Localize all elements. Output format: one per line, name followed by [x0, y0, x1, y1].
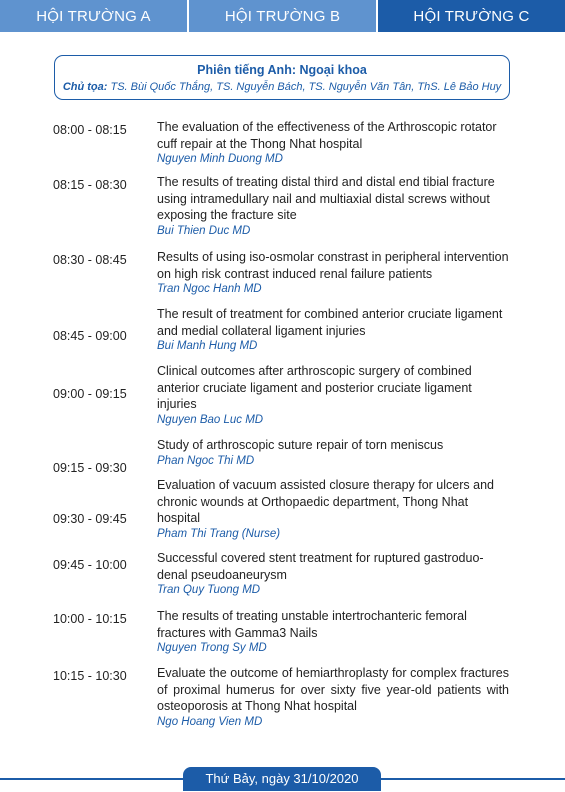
tab-hall-c[interactable]: HỘI TRƯỜNG C [376, 0, 565, 32]
item-title [157, 550, 509, 598]
item-speaker: Nguyen Trong Sy MD [157, 642, 267, 654]
item-time: 08:15 - 08:30 [53, 178, 127, 192]
item-time: 08:00 - 08:15 [53, 123, 127, 137]
item-title-text: Evaluate the outcome of hemiarthroplasty for complex fractures of proximal humerus for over sixty five year-old patients with osteoporosis at Thong Nhat hospital [157, 666, 509, 713]
item-speaker: Tran Ngoc Hanh MD [157, 283, 262, 295]
item-time: 08:30 - 08:45 [53, 253, 127, 267]
item-title [157, 363, 509, 427]
item-title-text: The results of treating distal third and distal end tibial fracture using intramedullary nail and multiaxial distal screws without exposing the fracture site [157, 175, 495, 222]
item-speaker: Bui Thien Duc MD [157, 224, 251, 237]
item-title [157, 608, 509, 656]
item-time: 09:00 - 09:15 [53, 387, 127, 401]
item-title-text: The evaluation of the effectiveness of the Arthroscopic rotator cuff repair at the Thong Nhat hospital [157, 120, 497, 151]
item-title [157, 174, 509, 238]
item-time: 09:30 - 09:45 [53, 512, 127, 526]
item-speaker: Nguyen Bao Luc MD [157, 413, 264, 426]
item-time: 10:15 - 10:30 [53, 669, 127, 683]
footer [0, 764, 565, 792]
item-title-text: Evaluation of vacuum assisted closure therapy for ulcers and chronic wounds at Orthopaedic department, Thong Nhat hospital [157, 478, 494, 525]
item-time: 08:45 - 09:00 [53, 329, 127, 343]
item-speaker: Tran Quy Tuong MD [157, 584, 261, 596]
item-title [157, 306, 509, 354]
session-chairs [55, 80, 509, 95]
session-title: Phiên tiếng Anh: Ngoại khoa [197, 63, 367, 77]
item-speaker: Ngo Hoang Vien MD [157, 715, 263, 728]
chair-label: Chủ tọa: [62, 81, 108, 93]
item-title-text: Clinical outcomes after arthroscopic surgery of combined anterior cruciate ligament and posterior cruciate ligament injuries [157, 364, 472, 411]
item-speaker: Phan Ngoc Thi MD [157, 454, 255, 467]
item-title-text: The results of treating unstable intertrochanteric femoral fractures with Gamma3 Nails [157, 609, 467, 640]
tab-hall-b[interactable]: HỘI TRƯỜNG B [187, 0, 376, 32]
item-title [157, 249, 509, 297]
item-title [157, 477, 509, 541]
item-speaker: Pham Thi Trang (Nurse) [157, 527, 281, 540]
item-speaker: Bui Manh Hung MD [157, 340, 258, 352]
item-speaker: Nguyen Minh Duong MD [157, 153, 283, 165]
chair-names: TS. Bùi Quốc Thắng, TS. Nguyễn Bách, TS. Nguyễn Văn Tân, ThS. Lê Bảo Huy [110, 81, 502, 93]
item-title-text: Successful covered stent treatment for ruptured gastroduo-denal pseudoaneurysm [157, 551, 484, 582]
item-title-text: Results of using iso-osmolar constrast in peripheral intervention on high risk contrast induced renal failure patients [157, 250, 509, 281]
item-title [157, 665, 509, 729]
footer-date: Thứ Bảy, ngày 31/10/2020 [183, 767, 381, 791]
item-title-text: Study of arthroscopic suture repair of torn meniscus [157, 438, 444, 452]
tab-hall-a[interactable]: HỘI TRƯỜNG A [36, 7, 151, 25]
item-title [157, 119, 509, 167]
session-header [54, 55, 510, 100]
item-time: 10:00 - 10:15 [53, 612, 127, 626]
item-time: 09:45 - 10:00 [53, 558, 127, 572]
item-title-text: The result of treatment for combined anterior cruciate ligament and medial collateral ligament injuries [157, 307, 503, 338]
item-title [157, 437, 509, 468]
item-time: 09:15 - 09:30 [53, 461, 127, 475]
hall-tabs [0, 0, 565, 32]
